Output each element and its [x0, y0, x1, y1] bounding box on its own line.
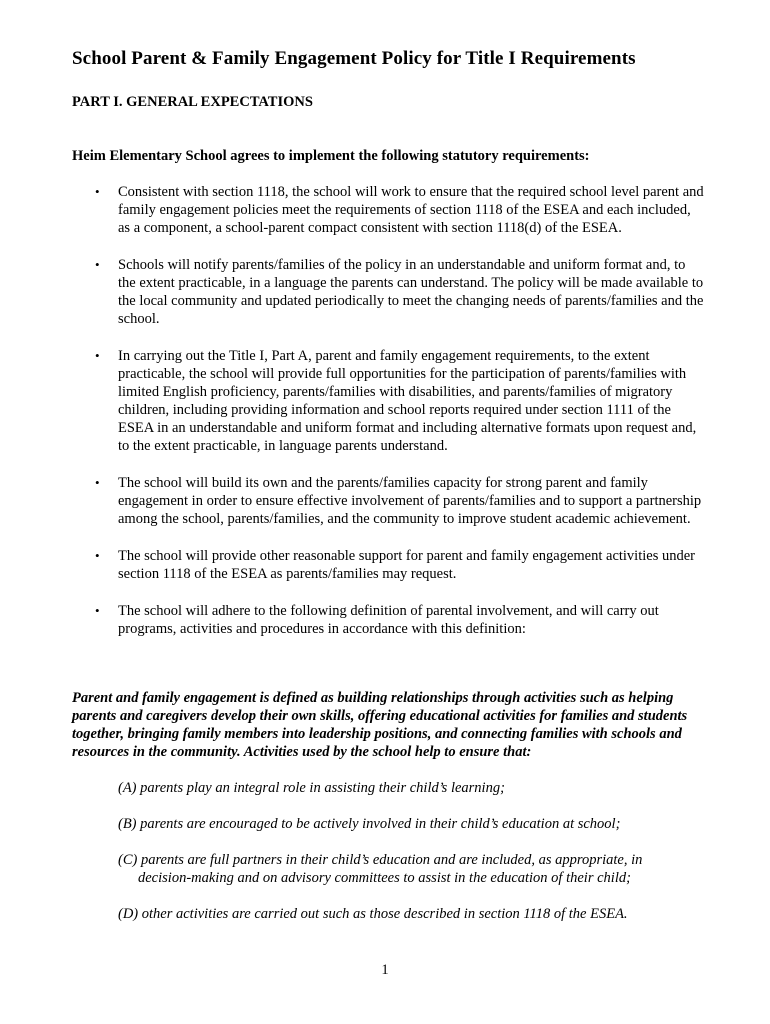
- list-item: [0, 183, 770, 237]
- list-item-text: The school will build its own and the parents/families capacity for strong parent and family engagement in order to ensure effective involvement of parents/families and to support a partnership among the school, parents/families, and the community to improve student academic achievement.: [118, 475, 702, 527]
- list-item-text: In carrying out the Title I, Part A, parent and family engagement requirements, to the extent practicable, the school will provide full opportunities for the participation of parents/families with limited English proficiency, parents/families with disabilities, and parents/families of migratory children, including providing information and school reports required under section 1111 of the ESEA in an understandable and uniform format and including alternative formats upon request and, to the extent practicable, in language parents understand.: [118, 348, 697, 454]
- list-item: [0, 347, 770, 455]
- bullet-icon: •: [95, 184, 100, 199]
- part-heading: PART I. GENERAL EXPECTATIONS: [72, 94, 313, 110]
- activity-item: (C) parents are full partners in their child’s education and are included, as appropriate, in decision-making and on advisory committees to assist in the education of their child;: [118, 852, 643, 886]
- document-title: School Parent & Family Engagement Policy for Title I Requirements: [72, 48, 636, 69]
- activity-item: (D) other activities are carried out such as those described in section 1118 of the ESEA.: [118, 906, 628, 922]
- activity-item: (A) parents play an integral role in assisting their child’s learning;: [118, 780, 505, 796]
- list-item-text: The school will adhere to the following definition of parental involvement, and will carry out programs, activities and procedures in accordance with this definition:: [118, 603, 659, 637]
- bullet-icon: •: [95, 257, 100, 272]
- list-item: [0, 256, 770, 328]
- engagement-definition: Parent and family engagement is defined as building relationships through activities such as helping parents and caregivers develop their own skills, offering educational activities for families and students together, bringing family members into leadership positions, and connecting families with schools and resources in the community. Activities used by the school help to ensure that:: [72, 690, 688, 760]
- list-item-text: The school will provide other reasonable support for parent and family engagement activities under section 1118 of the ESEA as parents/families may request.: [118, 548, 695, 582]
- list-item-text: Schools will notify parents/families of the policy in an understandable and uniform format and, to the extent practicable, in a language the parents can understand. The policy will be made available to the local community and updated periodically to meet the changing needs of parents/families and the school.: [118, 257, 704, 327]
- intro-statement: Heim Elementary School agrees to implement the following statutory requirements:: [72, 148, 590, 164]
- bullet-icon: •: [95, 603, 100, 618]
- list-item: [0, 474, 770, 528]
- bullet-icon: •: [95, 475, 100, 490]
- list-item: [0, 547, 770, 583]
- list-item-text: Consistent with section 1118, the school will work to ensure that the required school level parent and family engagement policies meet the requirements of section 1118 of the ESEA and each included, as a component, a school-parent compact consistent with section 1118(d) of the ESEA.: [118, 184, 704, 236]
- page-number: 1: [381, 962, 389, 978]
- activities-list: [118, 779, 698, 923]
- activity-item: (B) parents are encouraged to be actively involved in their child’s education at school;: [118, 816, 621, 832]
- bullet-icon: •: [95, 548, 100, 563]
- bullet-icon: •: [95, 348, 100, 363]
- list-item: [0, 602, 770, 638]
- requirements-list: [0, 183, 770, 638]
